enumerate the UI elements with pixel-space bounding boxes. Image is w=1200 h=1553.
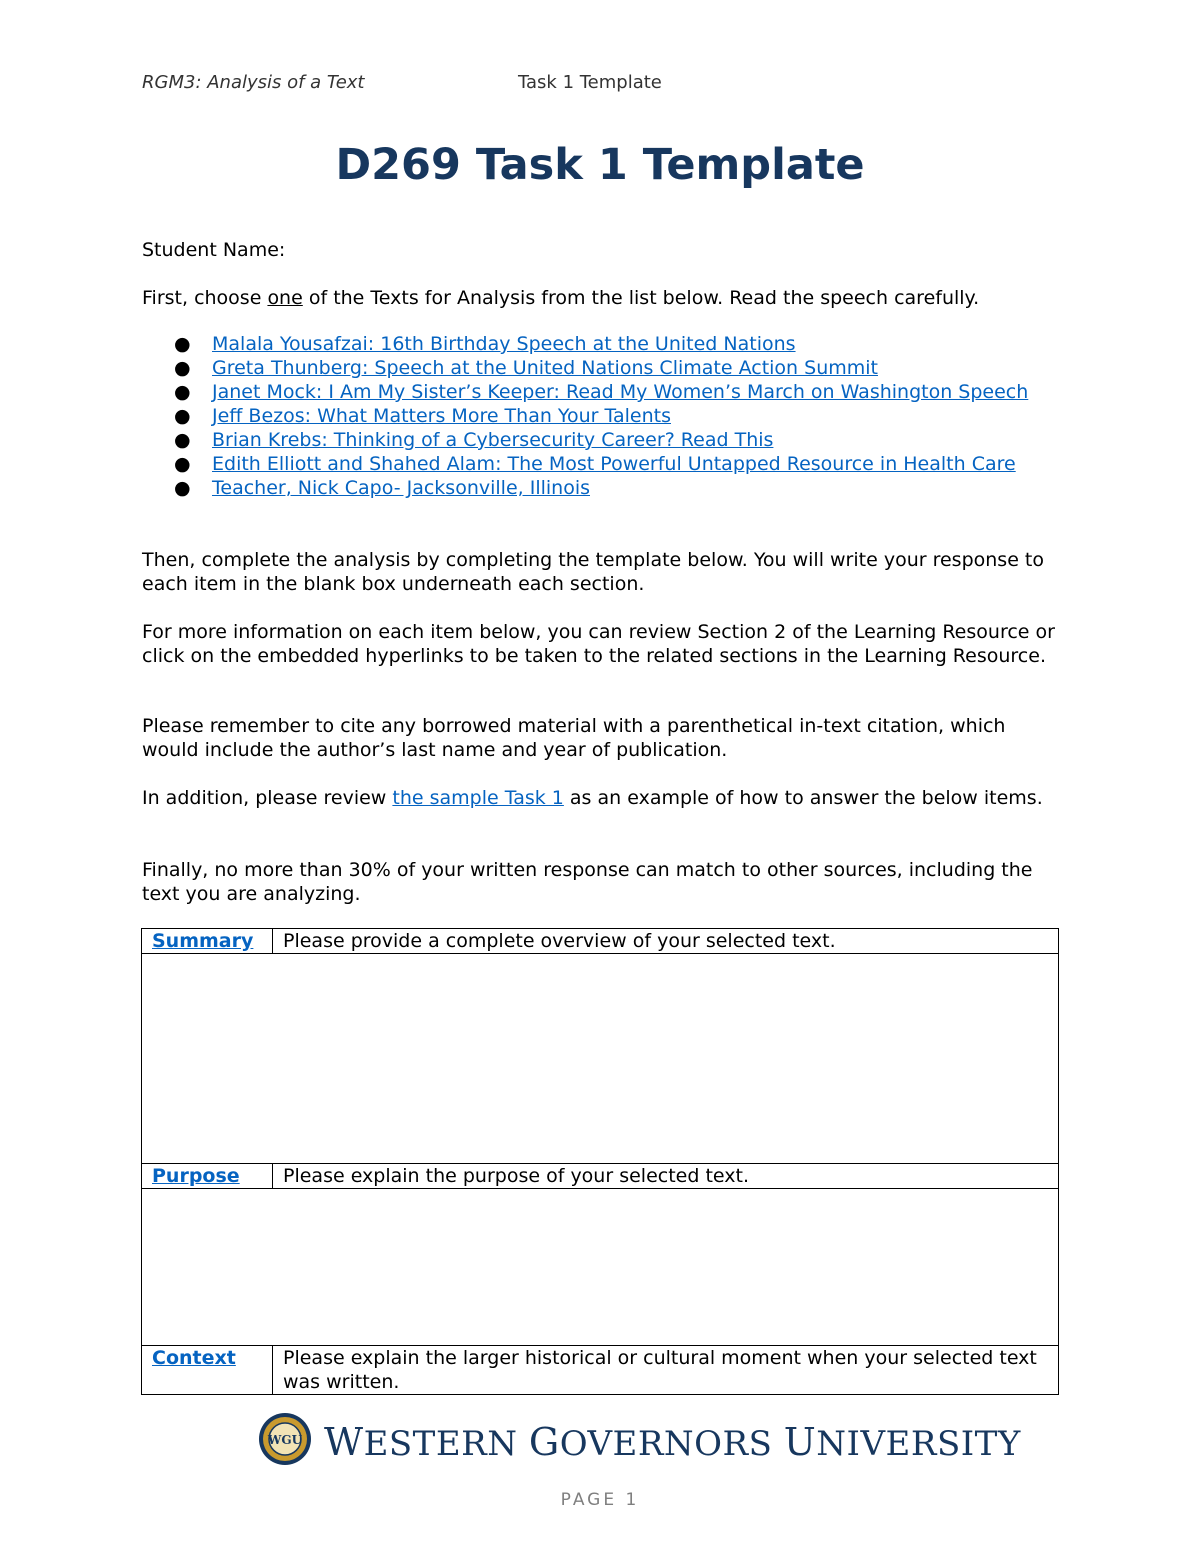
wordmark-part: OVERNORS [559,1424,784,1464]
list-item [142,452,1062,476]
list-item [142,380,1062,404]
list-item [142,404,1062,428]
bullet-icon: ● [174,381,191,403]
list-item [142,428,1062,452]
text-link-capo[interactable]: Teacher, Nick Capo- Jacksonville, Illinois [212,477,590,499]
purpose-prompt: Please explain the purpose of your selected text. [273,1164,1059,1189]
context-prompt: Please explain the larger historical or cultural moment when your selected text was written. [273,1346,1059,1395]
wgu-logo [258,1412,1021,1468]
purpose-label-cell [142,1164,273,1189]
table-row [142,1164,1059,1189]
page-number: PAGE 1 [560,1490,640,1510]
bullet-icon: ● [174,453,191,475]
texts-list [142,332,1062,500]
instructions-more-info: For more information on each item below, you can review Section 2 of the Learning Resource or click on the embedded hyperlinks to be taken to the related sections in the Learning Resource. [142,621,1055,667]
wordmark-part: W [324,1420,364,1464]
list-item [142,332,1062,356]
text-link-thunberg[interactable]: Greta Thunberg: Speech at the United Nations Climate Action Summit [212,357,878,379]
summary-response-box[interactable] [142,954,1059,1164]
course-label: RGM3: Analysis of a Text [142,72,365,93]
wgu-seal-icon [258,1412,312,1466]
table-row [142,929,1059,954]
instructions-complete: Then, complete the analysis by completing the template below. You will write your response to each item in the blank box underneath each section. [142,549,1044,595]
purpose-link[interactable]: Purpose [152,1165,240,1187]
instructions-sample [142,786,1062,810]
context-label-cell [142,1346,273,1395]
list-item [142,356,1062,380]
table-row [142,1346,1059,1395]
sample-text-before: In addition, please review [142,787,393,809]
wordmark-part: G [528,1420,560,1464]
page-header [142,72,662,93]
context-link[interactable]: Context [152,1347,236,1369]
wgu-wordmark [324,1420,1021,1464]
text-link-krebs[interactable]: Brian Krebs: Thinking of a Cybersecurity Career? Read This [212,429,774,451]
text-link-mock[interactable]: Janet Mock: I Am My Sister’s Keeper: Read My Women’s March on Washington Speech [212,381,1029,403]
instructions-similarity: Finally, no more than 30% of your written response can match to other sources, including the text you are analyzing. [142,859,1033,905]
sample-task-link[interactable]: the sample Task 1 [392,787,564,809]
document-title: D269 Task 1 Template [335,140,865,190]
bullet-icon: ● [174,333,191,355]
intro-emphasis: one [267,287,303,309]
wordmark-part: NIVERSITY [816,1424,1021,1464]
intro-text-before: First, choose [142,287,268,309]
sample-text-after: as an example of how to answer the below items. [563,787,1043,809]
task-label: Task 1 Template [518,72,662,93]
bullet-icon: ● [174,477,191,499]
bullet-icon: ● [174,429,191,451]
wordmark-part: U [783,1420,817,1464]
table-row [142,1189,1059,1346]
text-link-malala[interactable]: Malala Yousafzai: 16th Birthday Speech at the United Nations [212,333,796,355]
intro-paragraph [142,286,1062,310]
wordmark-part: ESTERN [363,1424,529,1464]
bullet-icon: ● [174,357,191,379]
instructions-citation: Please remember to cite any borrowed material with a parenthetical in-text citation, which would include the author’s last name and year of publication. [142,715,1006,761]
purpose-response-box[interactable] [142,1189,1059,1346]
summary-link[interactable]: Summary [152,930,254,952]
summary-label-cell [142,929,273,954]
student-name-label: Student Name: [142,239,286,261]
list-item [142,476,1062,500]
text-link-bezos[interactable]: Jeff Bezos: What Matters More Than Your Talents [212,405,671,427]
seal-text: WGU [267,1433,303,1447]
analysis-template-table [141,928,1059,1395]
bullet-icon: ● [174,405,191,427]
intro-text-after: of the Texts for Analysis from the list below. Read the speech carefully. [302,287,980,309]
summary-prompt: Please provide a complete overview of your selected text. [273,929,1059,954]
text-link-elliott-alam[interactable]: Edith Elliott and Shahed Alam: The Most Powerful Untapped Resource in Health Care [212,453,1016,475]
table-row [142,954,1059,1164]
